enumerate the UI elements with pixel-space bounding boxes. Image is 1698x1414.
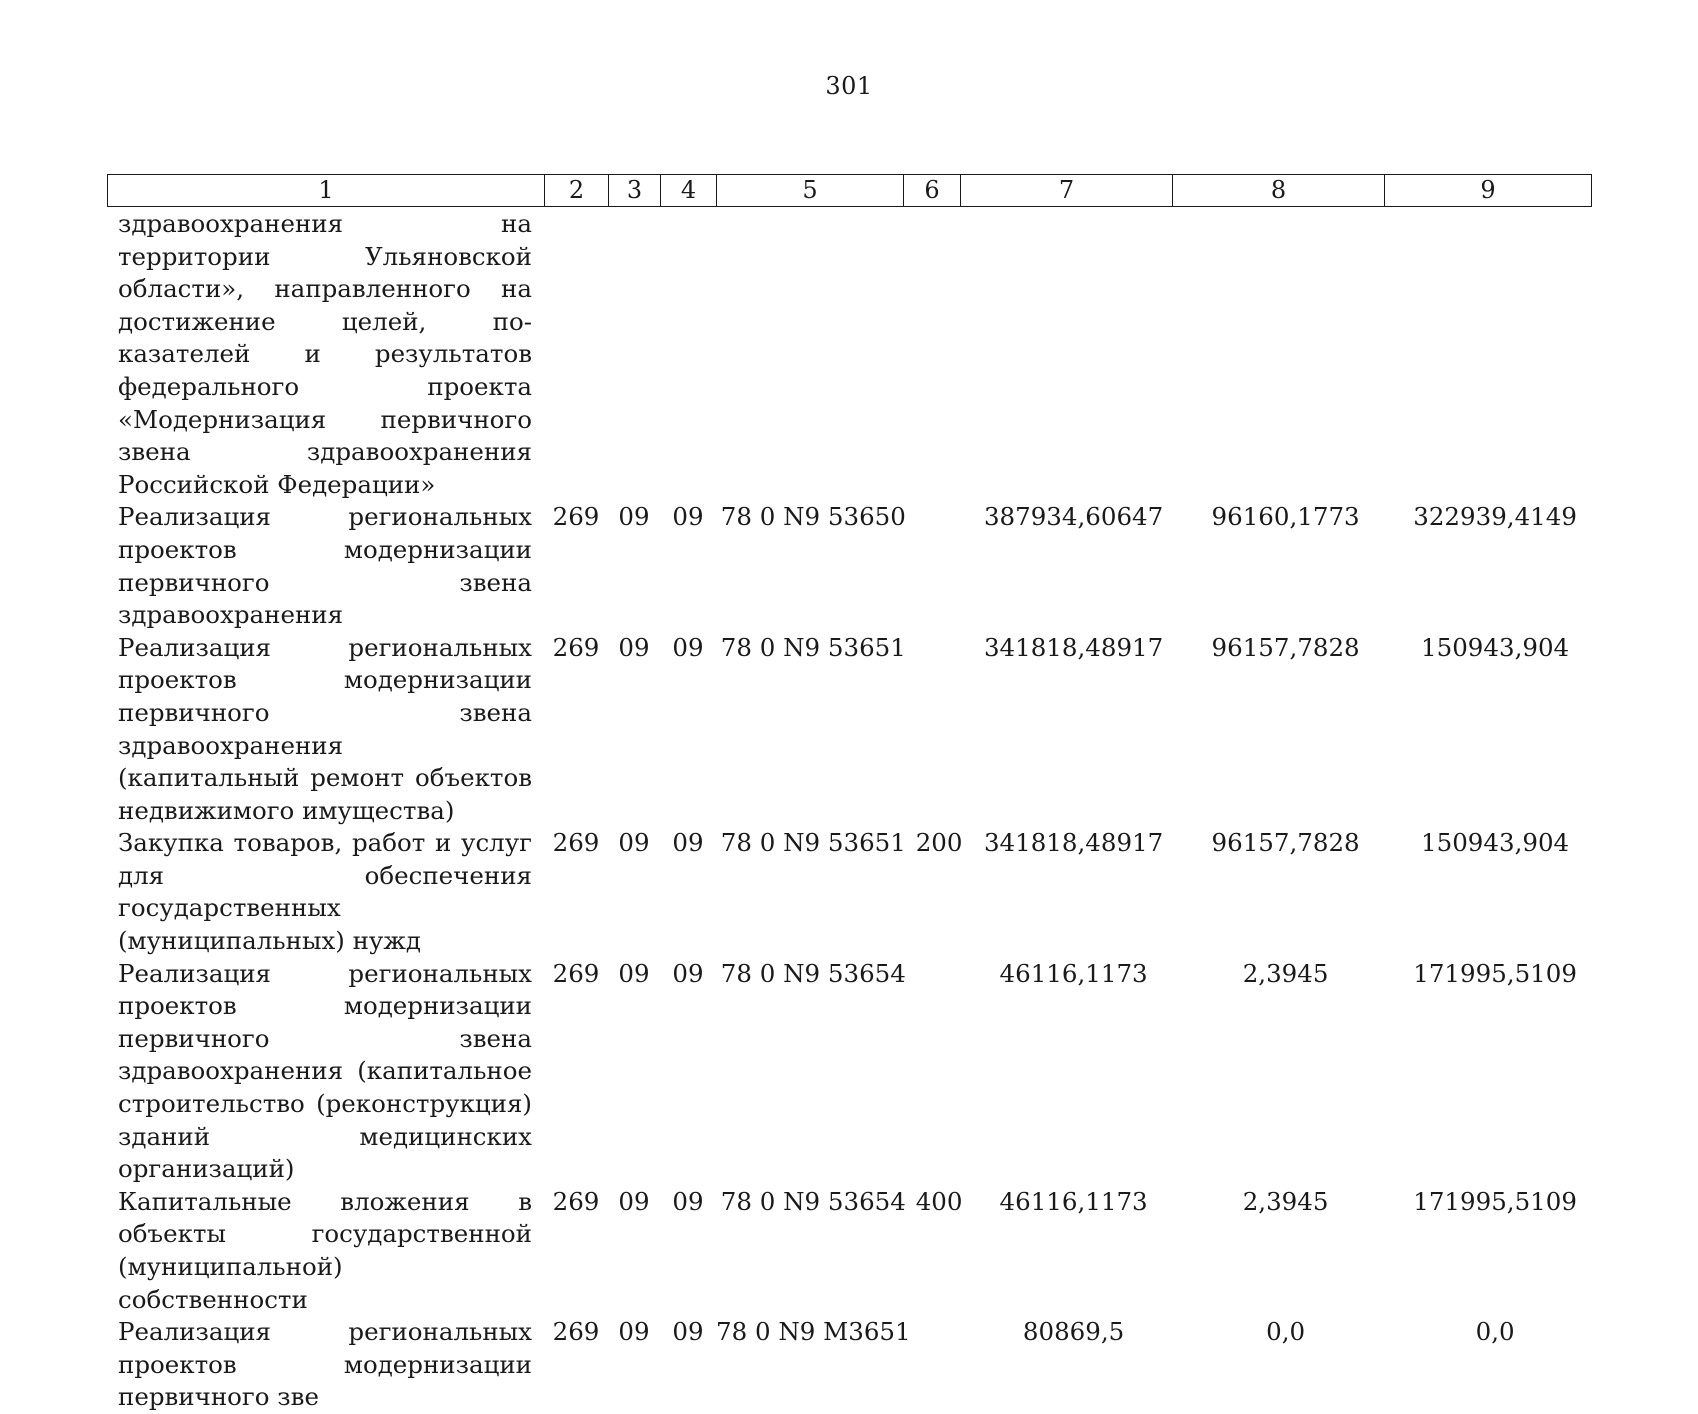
table-row: [107, 501, 1599, 631]
cell-col-2: 269: [552, 958, 600, 988]
table-row: [107, 958, 1599, 1186]
cell-col-9: 0,0: [1475, 1317, 1515, 1347]
cell-col-6: [911, 501, 968, 631]
cell-col-2: 269: [552, 632, 600, 662]
row-description: Капитальные вложения в объекты государственной (муниципальной) собственности: [118, 1186, 532, 1314]
cell-col-6: 400: [915, 1186, 963, 1216]
page-number: 301: [825, 72, 873, 100]
cell-col-2: 269: [552, 828, 600, 858]
cell-col-7: 46116,1173: [999, 1186, 1148, 1216]
cell-col-5: [716, 208, 911, 501]
cell-col-5: 78 0 N9 53654: [720, 1186, 906, 1216]
table-row: [107, 827, 1599, 957]
cell-col-9: 322939,4149: [1413, 502, 1577, 532]
cell-col-6: [911, 208, 968, 501]
cell-col-4: 09: [672, 502, 704, 532]
column-number-header: [107, 174, 1592, 207]
cell-col-2: 269: [552, 1317, 600, 1347]
row-description: Реализация региональных проектов модернизации первичного звена здравоохранения: [118, 502, 532, 630]
header-cell-6: 6: [904, 175, 961, 207]
cell-col-8: 0,0: [1266, 1317, 1306, 1347]
cell-col-5: 78 0 N9 53654: [720, 958, 906, 988]
cell-col-9: 150943,904: [1421, 828, 1570, 858]
header-cell-1: 1: [108, 175, 545, 207]
cell-col-8: 2,3945: [1242, 958, 1329, 988]
row-description: Реализация региональных проектов модернизации первичного звена здравоохранения (капитальный ремонт объектов недвижимого имущества): [118, 632, 532, 825]
cell-col-3: 09: [618, 632, 650, 662]
budget-table-body: [107, 208, 1599, 1414]
cell-col-5: 78 0 N9 53651: [720, 828, 906, 858]
cell-col-6: [911, 632, 968, 828]
header-row: [108, 175, 1592, 207]
cell-col-7: 387934,60647: [983, 502, 1164, 532]
header-cell-8: 8: [1173, 175, 1385, 207]
cell-col-7: 341818,48917: [983, 828, 1164, 858]
cell-col-8: 2,3945: [1242, 1186, 1329, 1216]
cell-col-6: [911, 958, 968, 1186]
table-row: [107, 1316, 1599, 1414]
cell-col-7: [968, 208, 1180, 501]
row-description: Закупка товаров, работ и услуг для обеспечения государственных (муниципальных) нужд: [118, 828, 532, 956]
cell-col-4: 09: [672, 828, 704, 858]
cell-col-8: 96160,1773: [1211, 502, 1360, 532]
cell-col-8: 96157,7828: [1211, 828, 1360, 858]
cell-col-6: 200: [915, 828, 963, 858]
cell-col-4: [660, 208, 716, 501]
cell-col-2: 269: [552, 1186, 600, 1216]
header-cell-7: 7: [961, 175, 1173, 207]
cell-col-7: 341818,48917: [983, 632, 1164, 662]
table-row: [107, 208, 1599, 501]
cell-col-5: 78 0 N9 53650: [720, 502, 906, 532]
header-cell-2: 2: [545, 175, 609, 207]
cell-col-2: [544, 208, 608, 501]
cell-col-5: 78 0 N9 М3651: [716, 1317, 911, 1347]
cell-col-3: [608, 208, 660, 501]
cell-col-8: [1180, 208, 1392, 501]
header-cell-4: 4: [661, 175, 717, 207]
row-description: здравоохранения на территории Ульяновской области», направленного на достижение целей, показателей и результатов федерального проекта «Модернизация первичного звена здравоохранения Российской Федерации»: [118, 209, 532, 499]
header-cell-3: 3: [609, 175, 661, 207]
cell-col-4: 09: [672, 1186, 704, 1216]
cell-col-4: 09: [672, 1317, 704, 1347]
cell-col-7: 46116,1173: [999, 958, 1148, 988]
row-description: Реализация региональных проектов модернизации первичного зве: [118, 1317, 532, 1412]
cell-col-8: 96157,7828: [1211, 632, 1360, 662]
cell-col-9: 171995,5109: [1413, 1186, 1577, 1216]
cell-col-5: 78 0 N9 53651: [720, 632, 906, 662]
cell-col-3: 09: [618, 1186, 650, 1216]
cell-col-4: 09: [672, 632, 704, 662]
header-cell-5: 5: [717, 175, 904, 207]
cell-col-9: 171995,5109: [1413, 958, 1577, 988]
cell-col-4: 09: [672, 958, 704, 988]
table-row: [107, 632, 1599, 828]
cell-col-9: 150943,904: [1421, 632, 1570, 662]
cell-col-3: 09: [618, 1317, 650, 1347]
cell-col-6: [911, 1316, 968, 1414]
cell-col-2: 269: [552, 502, 600, 532]
cell-col-3: 09: [618, 502, 650, 532]
table-row: [107, 1186, 1599, 1316]
cell-col-9: [1392, 208, 1599, 501]
header-cell-9: 9: [1385, 175, 1592, 207]
cell-col-7: 80869,5: [1022, 1317, 1125, 1347]
row-description: Реализация региональных проектов модернизации первичного звена здравоохранения (капитальное строительство (реконструкция) зданий медицинских организаций): [118, 958, 532, 1184]
cell-col-3: 09: [618, 828, 650, 858]
cell-col-3: 09: [618, 958, 650, 988]
